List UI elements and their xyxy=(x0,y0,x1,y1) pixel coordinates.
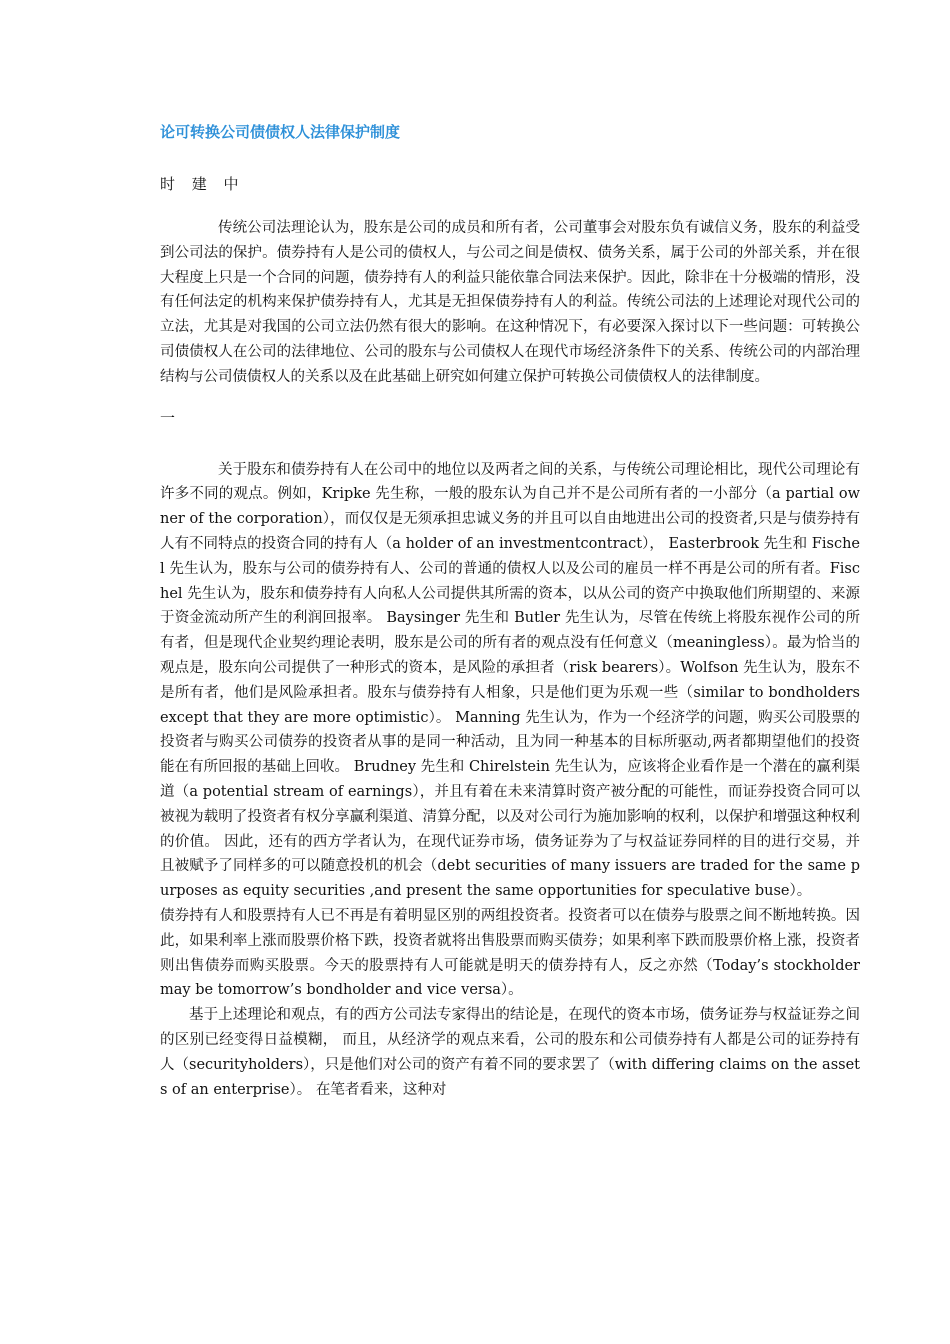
paragraph-conclusion: 基于上述理论和观点，有的西方公司法专家得出的结论是，在现代的资本市场，债务证券与权益证券之间的区别已经变得日益模糊， 而且，从经济学的观点来看，公司的股东和公司债券持有人都是公司的证券持有人（securityholders），只是他们对公司的资产有着不同的要求罢了（with differing claims on the assets of an enterprise）。 在笔者看来，这种对 xyxy=(160,1007,860,1098)
section-heading: 一 xyxy=(160,408,176,427)
paragraph-theories: 关于股东和债券持有人在公司中的地位以及两者之间的关系，与传统公司理论相比，现代公司理论有许多不同的观点。例如，Kripke 先生称，一般的股东认为自己并不是公司所有者的一小部分（a partial owner of the corporation），而仅仅是无须承担忠诚义务的并且可以自由地进出公司的投资者,只是与债券持有人有不同特点的投资合同的持有人（a holder of an investmentcontract）， Easterbrook 先生和 Fischel 先生认为，股东与公司的债券持有人、公司的普通的债权人以及公司的雇员一样不再是公司的所有者。Fischel 先生认为，股东和债券持有人向私人公司提供其所需的资本，以从公司的资产中换取他们所期望的、来源于资金流动所产生的利润回报率。 Baysinger 先生和 Butler 先生认为，尽管在传统上将股东视作公司的所有者，但是现代企业契约理论表明，股东是公司的所有者的观点没有任何意义（meaningless）。最为恰当的观点是，股东向公司提供了一种形式的资本，是风险的承担者（risk bearers）。Wolfson 先生认为，股东不是所有者，他们是风险承担者。股东与债券持有人相象，只是他们更为乐观一些（similar to bondholders except that they are more optimistic）。 Manning 先生认为，作为一个经济学的问题，购买公司股票的投资者与购买公司债券的投资者从事的是同一种活动，且为同一种基本的目标所驱动,两者都期望他们的投资能在有所回报的基础上回收。 Brudney 先生和 Chirelstein 先生认为，应该将企业看作是一个潜在的赢利渠道（a potential stream of earnings），并且有着在未来清算时资产被分配的可能性，而证券投资合同可以被视为载明了投资者有权分享赢利渠道、清算分配，以及对公司行为施加影响的权利，以保护和增强这种权利的价值。 因此，还有的西方学者认为，在现代证券市场，债务证券为了与权益证券同样的目的进行交易，并且被赋予了同样多的可以随意投机的机会（debt securities of many issuers are traded for the same purposes as equity securities ,and present the same opportunities for speculative buse）。 xyxy=(160,461,860,900)
author-name: 时 建 中 xyxy=(160,175,245,193)
document-title: 论可转换公司债债权人法律保护制度 xyxy=(160,123,401,141)
document-page xyxy=(160,120,860,1102)
paragraph-intro: 传统公司法理论认为，股东是公司的成员和所有者，公司董事会对股东负有诚信义务，股东的利益受到公司法的保护。债券持有人是公司的债权人，与公司之间是债权、债务关系，属于公司的外部关系，并在很大程度上只是一个合同的问题，债券持有人的利益只能依靠合同法来保护。因此，除非在十分极端的情形，没有任何法定的机构来保护债券持有人，尤其是无担保债券持有人的利益。传统公司法的上述理论对现代公司的立法，尤其是对我国的公司立法仍然有很大的影响。在这种情况下，有必要深入探讨以下一些问题：可转换公司债债权人在公司的法律地位、公司的股东与公司债权人在现代市场经济条件下的关系、传统公司的内部治理结构与公司债债权人的关系以及在此基础上研究如何建立保护可转换公司债债权人的法律制度。 xyxy=(160,220,860,385)
paragraph-investors: 债券持有人和股票持有人已不再是有着明显区别的两组投资者。投资者可以在债券与股票之间不断地转换。因此，如果利率上涨而股票价格下跌，投资者就将出售股票而购买债券；如果利率下跌而股票价格上涨，投资者则出售债券而购买股票。今天的股票持有人可能就是明天的债券持有人，反之亦然（Today’s stockholder may be tomorrow’s bondholder and vice versa）。 xyxy=(160,907,860,999)
